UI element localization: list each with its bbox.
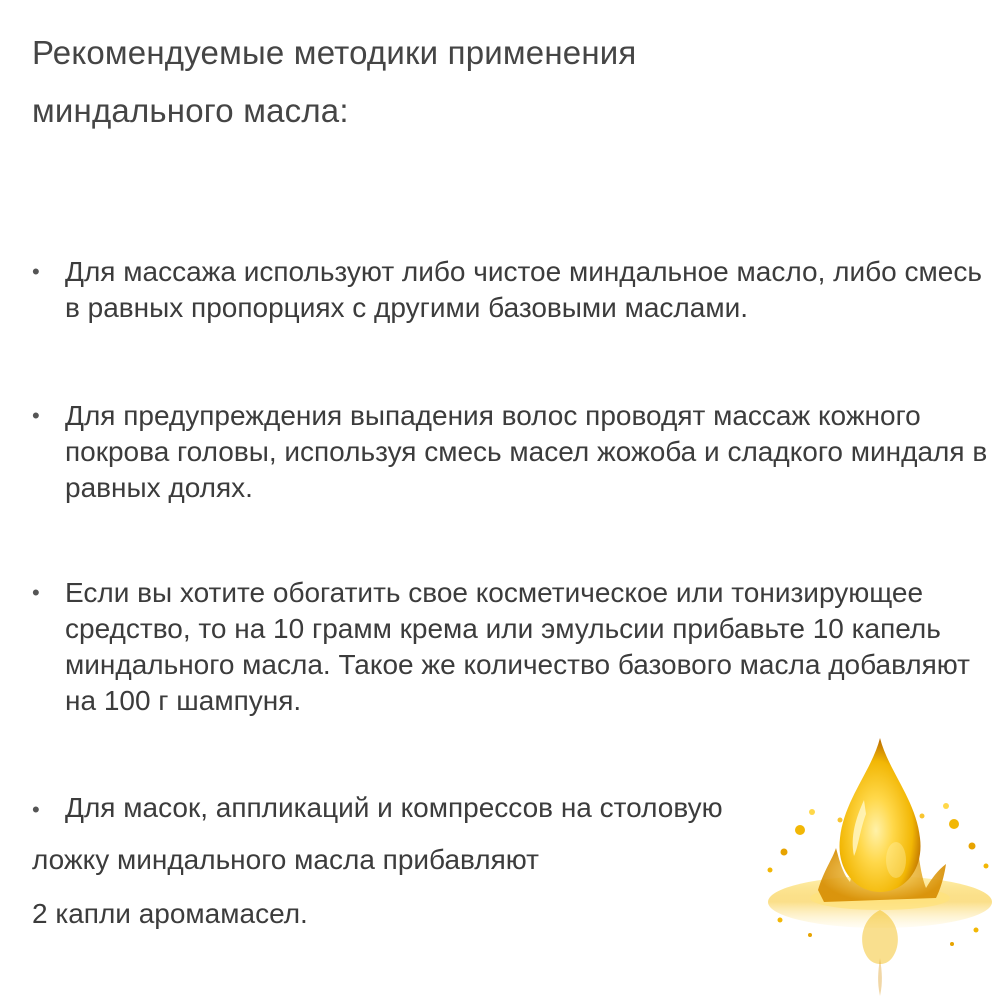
bullet-text-line-2: ложку миндального масла прибавляют xyxy=(32,844,539,875)
bullet-text: Для предупреждения выпадения волос проводят массаж кожного покрова головы, используя смесь масел жожоба и сладкого миндаля в равных долях. xyxy=(65,400,988,503)
title-line-1: Рекомендуемые методики применения xyxy=(32,34,637,71)
bullet-text: Для массажа используют либо чистое миндальное масло, либо смесь в равных пропорциях с другими базовыми маслами. xyxy=(65,256,982,323)
bullet-marker: • xyxy=(32,797,40,822)
bullet-marker: • xyxy=(32,259,40,284)
bullet-marker: • xyxy=(32,403,40,428)
bullet-text: Если вы хотите обогатить свое косметическое или тонизирующее средство, то на 10 грамм крема или эмульсии прибавьте 10 капель миндального масла. Такое же количество базового масла добавляют на 100 г шампуня. xyxy=(65,577,971,716)
title-line-2: миндального масла: xyxy=(32,92,349,129)
bullet-item-cosmetics xyxy=(32,575,992,719)
bullet-marker: • xyxy=(32,580,40,605)
bullet-text-line-3: 2 капли аромамасел. xyxy=(32,898,308,929)
slide-title xyxy=(32,24,932,140)
oil-drop-splash-icon xyxy=(740,720,1000,1000)
bullet-item-massage xyxy=(32,254,992,326)
bullet-text-line-1: Для масок, аппликаций и компрессов на столовую xyxy=(65,792,723,823)
bullet-item-masks xyxy=(32,790,812,828)
bullet-item-hair-loss xyxy=(32,398,992,506)
